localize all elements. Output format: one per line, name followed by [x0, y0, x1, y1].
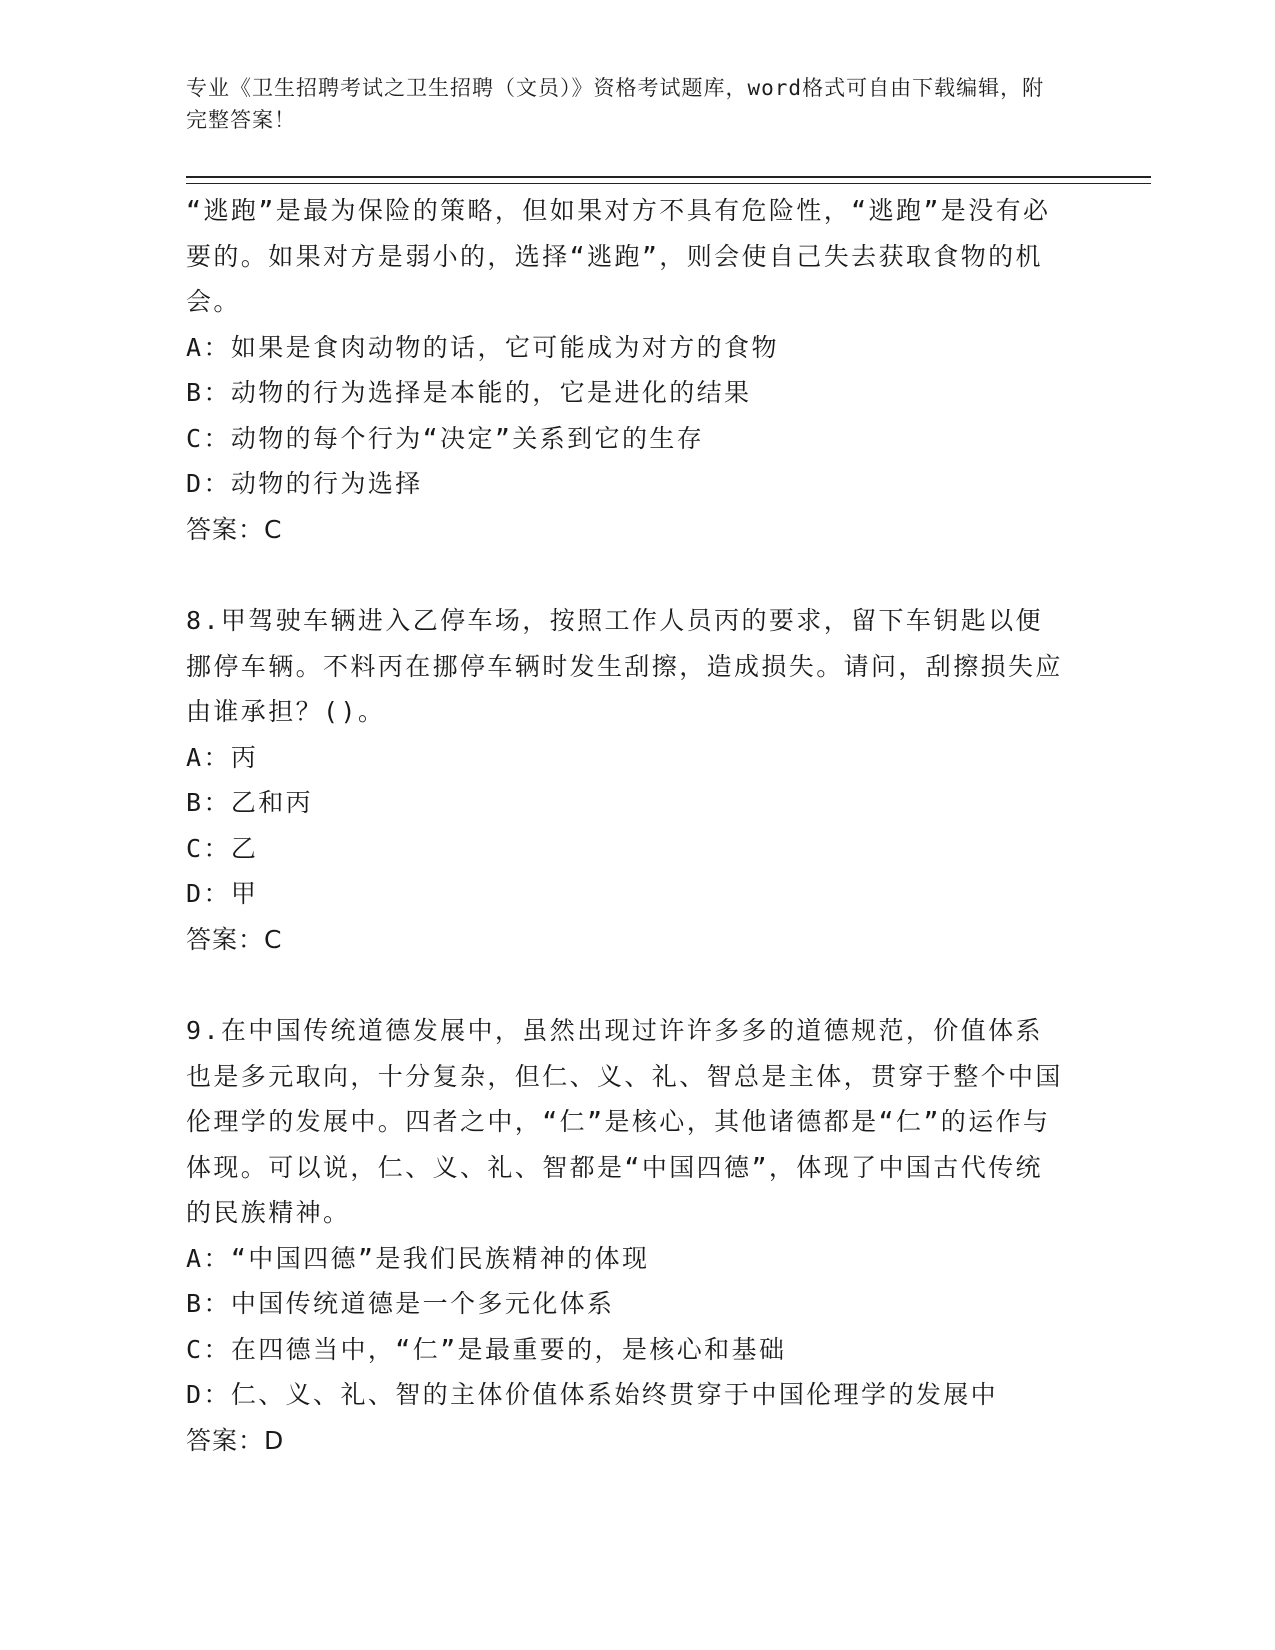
question-block — [186, 598, 1066, 962]
option-c: C：动物的每个行为“决定”关系到它的生存 — [186, 423, 705, 453]
option-a: A：如果是食肉动物的话，它可能成为对方的食物 — [186, 332, 779, 362]
option-c: C：在四德当中，“仁”是最重要的，是核心和基础 — [186, 1334, 787, 1364]
option-b: B：动物的行为选择是本能的，它是进化的结果 — [186, 378, 752, 407]
option-a: A：丙 — [186, 742, 259, 772]
question-block — [186, 1008, 1066, 1463]
question-stem: “逃跑”是最为保险的策略，但如果对方不具有危险性，“逃跑”是没有必要的。如果对方是弱小的，选择“逃跑”，则会使自己失去获取食物的机会。 — [186, 196, 1051, 316]
question-list — [186, 188, 1066, 1463]
option-b: B：中国传统道德是一个多元化体系 — [186, 1289, 615, 1318]
question-spacer — [186, 552, 1066, 598]
question-stem: 8.甲驾驶车辆进入乙停车场，按照工作人员丙的要求，留下车钥匙以便挪停车辆。不料丙在挪停车辆时发生刮擦，造成损失。请问，刮擦损失应由谁承担？()。 — [186, 606, 1063, 726]
page-header: 专业《卫生招聘考试之卫生招聘（文员）》资格考试题库，word格式可自由下载编辑，附完整答案！ — [186, 76, 1045, 132]
question-block — [186, 188, 1066, 552]
answer-line: 答案：C — [186, 514, 283, 544]
option-a: A：“中国四德”是我们民族精神的体现 — [186, 1243, 650, 1273]
question-spacer — [186, 962, 1066, 1008]
option-c: C：乙 — [186, 833, 259, 863]
option-d: D：动物的行为选择 — [186, 469, 423, 498]
answer-line: 答案：D — [186, 1425, 285, 1455]
option-b: B：乙和丙 — [186, 788, 314, 817]
header-divider — [186, 176, 1151, 184]
question-stem: 9.在中国传统道德发展中，虽然出现过许许多多的道德规范，价值体系也是多元取向，十分复杂，但仁、义、礼、智总是主体，贯穿于整个中国伦理学的发展中。四者之中，“仁”是核心，其他诸德都是“仁”的运作与体现。可以说，仁、义、礼、智都是“中国四德”，体现了中国古代传统的民族精神。 — [186, 1016, 1063, 1227]
answer-line: 答案：C — [186, 924, 283, 954]
option-d: D：甲 — [186, 879, 259, 908]
option-d: D：仁、义、礼、智的主体价值体系始终贯穿于中国伦理学的发展中 — [186, 1380, 999, 1409]
